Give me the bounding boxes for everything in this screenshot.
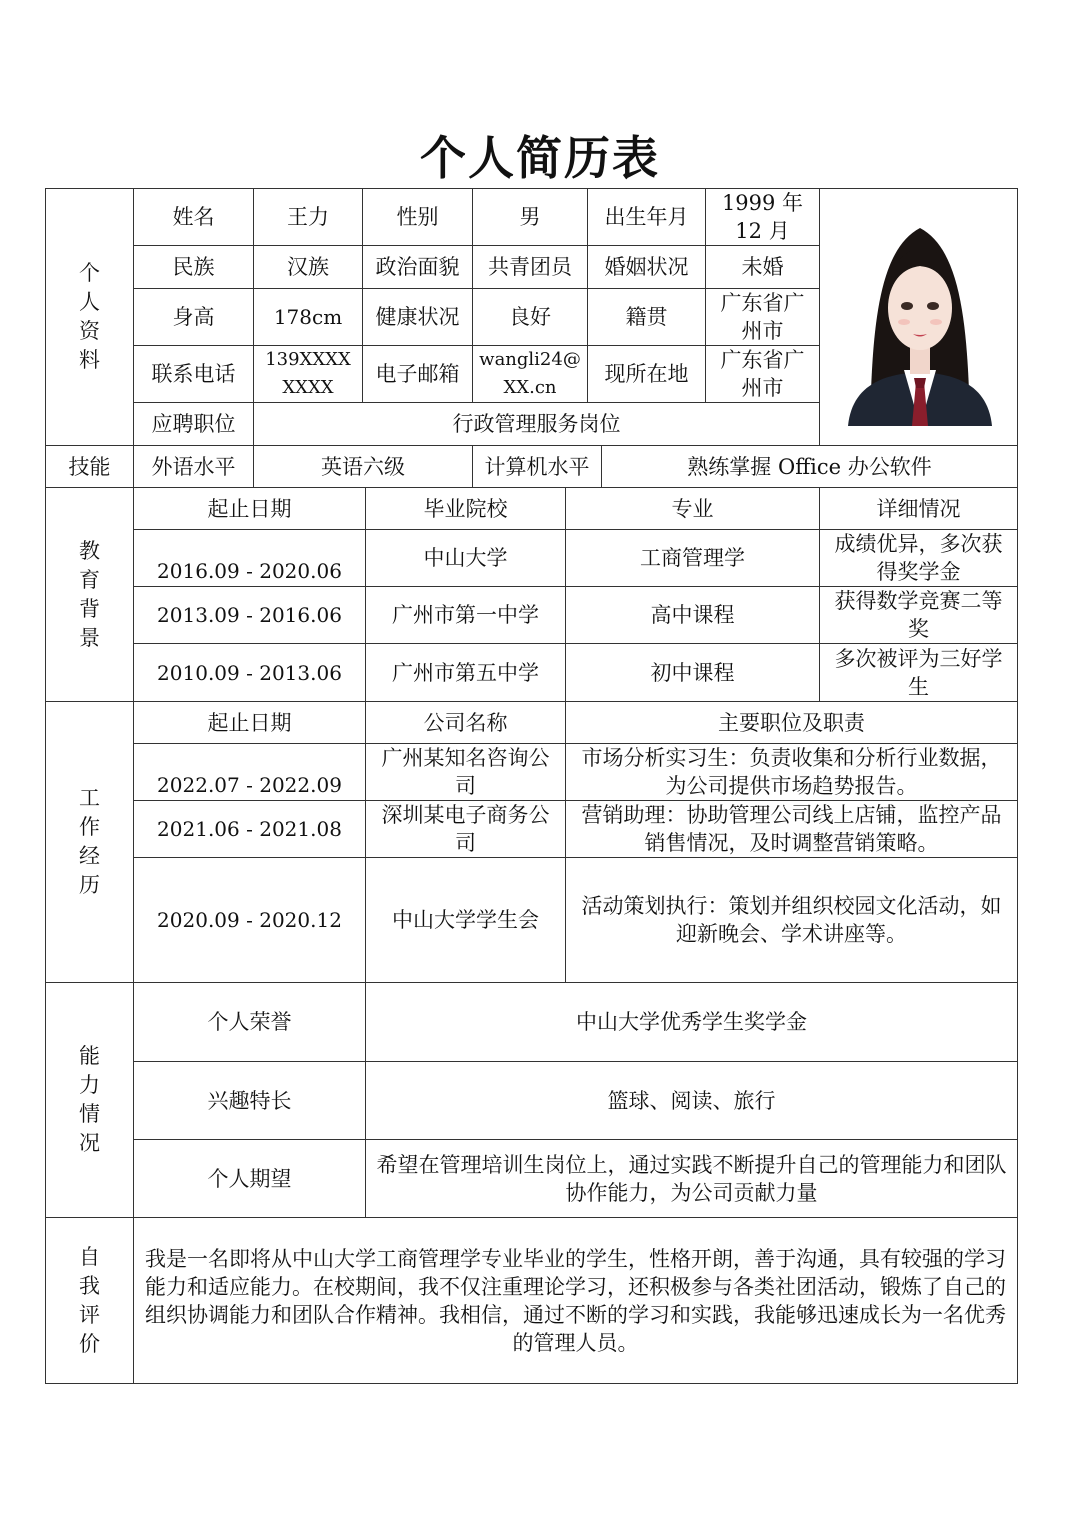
edu-row-date: 2013.09 - 2016.06	[157, 603, 342, 627]
honor-value: 中山大学优秀学生奖学金	[576, 1010, 807, 1034]
expect-label: 个人期望	[207, 1166, 292, 1191]
location-label: 现所在地	[604, 362, 689, 386]
location-value: 广东省广州市	[720, 348, 805, 400]
political-label: 政治面貌	[375, 255, 460, 279]
hobby-value: 篮球、阅读、旅行	[607, 1088, 776, 1113]
profile-photo	[842, 210, 998, 426]
edu-row-major: 高中课程	[650, 603, 735, 627]
work-header-company: 公司名称	[423, 710, 508, 735]
work-header-date: 起止日期	[207, 710, 292, 735]
gender-value: 男	[519, 205, 541, 229]
ethnicity-label: 民族	[172, 255, 215, 279]
edu-row-detail: 获得数学竞赛二等奖	[834, 589, 1003, 641]
name-label: 姓名	[172, 205, 215, 229]
edu-header-detail: 详细情况	[876, 496, 961, 521]
ethnicity-value: 汉族	[287, 255, 329, 279]
work-header-duty: 主要职位及职责	[718, 710, 865, 735]
section-education: 教育背景	[79, 538, 100, 650]
work-row-company: 中山大学学生会	[392, 908, 539, 932]
marital-label: 婚姻状况	[604, 255, 689, 279]
edu-row-major: 工商管理学	[640, 546, 745, 570]
marital-value: 未婚	[741, 255, 784, 279]
work-row-date: 2020.09 - 2020.12	[157, 908, 342, 932]
edu-row-school: 广州市第五中学	[392, 660, 539, 685]
height-value: 178cm	[273, 305, 343, 329]
work-row-date: 2022.07 - 2022.09	[157, 773, 342, 797]
work-row-duty: 营销助理：协助管理公司线上店铺，监控产品销售情况，及时调整营销策略。	[581, 803, 1002, 855]
edu-row-date: 2010.09 - 2013.06	[157, 660, 342, 685]
origin-label: 籍贯	[625, 305, 668, 329]
phone-label: 联系电话	[151, 362, 236, 386]
phone-value: 139XXXXXXXX	[265, 349, 351, 398]
edu-row-school: 中山大学	[423, 546, 508, 570]
edu-row-date: 2016.09 - 2020.06	[157, 559, 342, 583]
hobby-label: 兴趣特长	[207, 1088, 292, 1113]
work-row-company: 广州某知名咨询公司	[381, 746, 550, 798]
email-label: 电子邮箱	[375, 362, 460, 386]
section-work: 工作经历	[79, 786, 100, 897]
language-label: 外语水平	[151, 454, 236, 479]
work-row-date: 2021.06 - 2021.08	[157, 817, 342, 841]
email-value: wangli24@XX.cn	[479, 349, 581, 398]
section-ability: 能力情况	[79, 1044, 100, 1155]
gender-label: 性别	[396, 205, 439, 229]
origin-value: 广东省广州市	[720, 291, 805, 343]
section-personal: 个人资料	[79, 261, 100, 372]
computer-label: 计算机水平	[484, 454, 590, 479]
edu-header-date: 起止日期	[207, 496, 292, 521]
name-value: 王力	[287, 205, 329, 229]
portrait-illustration-icon	[842, 210, 998, 426]
health-label: 健康状况	[375, 305, 460, 329]
birth-label: 出生年月	[604, 205, 689, 229]
position-label: 应聘职位	[151, 412, 236, 436]
work-row-duty: 活动策划执行：策划并组织校园文化活动，如迎新晚会、学术讲座等。	[581, 894, 1002, 946]
edu-row-detail: 多次被评为三好学生	[834, 646, 1003, 699]
page-title: 个人简历表	[420, 131, 660, 185]
edu-row-major: 初中课程	[650, 660, 735, 685]
birth-value: 1999 年 12 月	[721, 191, 804, 243]
honor-label: 个人荣誉	[207, 1010, 292, 1034]
computer-value: 熟练掌握 Office 办公软件	[687, 454, 932, 479]
edu-header-major: 专业	[671, 496, 714, 521]
political-value: 共青团员	[488, 255, 572, 279]
edu-header-school: 毕业院校	[423, 496, 508, 521]
section-skills: 技能	[68, 454, 111, 479]
edu-row-detail: 成绩优异，多次获得奖学金	[834, 532, 1003, 584]
self-eval-text: 我是一名即将从中山大学工商管理学专业毕业的学生，性格开朗，善于沟通，具有较强的学习能力和适应能力。在校期间，我不仅注重理论学习，还积极参与各类社团活动，锻炼了自己的组织协调能力和团队合作精神。我相信，通过不断的学习和实践，我能够迅速成长为一名优秀的管理人员。	[145, 1246, 1006, 1355]
section-self-eval: 自我评价	[79, 1244, 100, 1356]
expect-value: 希望在管理培训生岗位上，通过实践不断提升自己的管理能力和团队协作能力，为公司贡献力量	[376, 1152, 1007, 1205]
work-row-duty: 市场分析实习生：负责收集和分析行业数据，为公司提供市场趋势报告。	[581, 746, 1002, 798]
work-row-company: 深圳某电子商务公司	[381, 803, 550, 855]
language-value: 英语六级	[321, 454, 405, 479]
edu-row-school: 广州市第一中学	[392, 603, 539, 627]
height-label: 身高	[172, 305, 215, 329]
position-value: 行政管理服务岗位	[452, 412, 621, 436]
health-value: 良好	[509, 305, 551, 329]
